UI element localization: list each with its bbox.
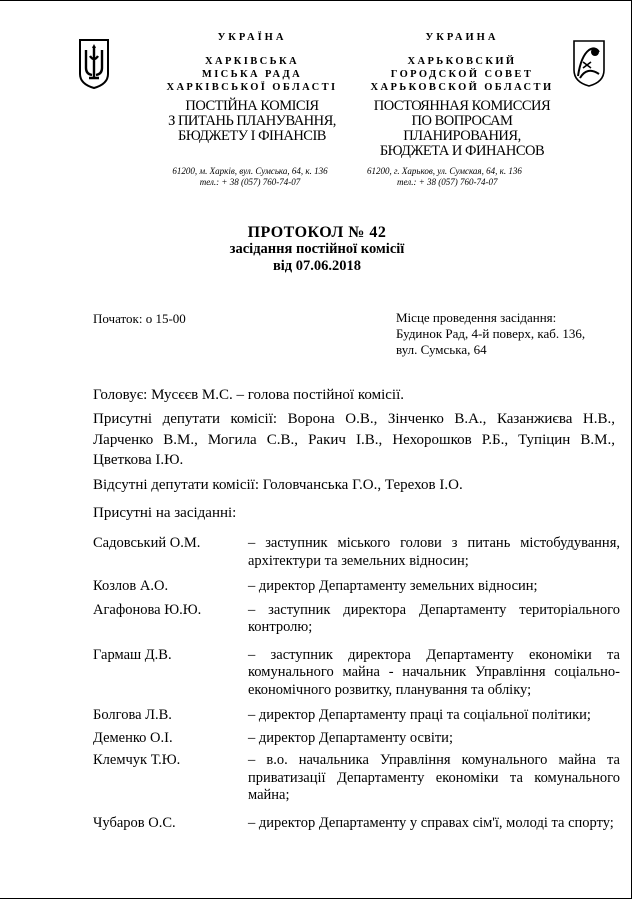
place-label: Місце проведення засідання: bbox=[396, 310, 557, 325]
protocol-title bbox=[0, 224, 634, 275]
attendee-row bbox=[93, 535, 620, 570]
commission-line: БЮДЖЕТУ І ФІНАНСІВ bbox=[178, 128, 326, 144]
chair-paragraph: Головує: Мусєєв М.С. – голова постійної комісії. bbox=[93, 387, 404, 403]
council-line: ХАРКІВСЬКА bbox=[204, 56, 299, 67]
attendee-row bbox=[93, 637, 620, 700]
commission-name-ua bbox=[152, 99, 352, 144]
header-right-council bbox=[362, 31, 562, 94]
council-line: ХАРКІВСЬКОЇ ОБЛАСТІ bbox=[166, 82, 338, 93]
attendee-role: – директор Департаменту праці та соціальної політики; bbox=[248, 707, 591, 723]
commission-line: БЮДЖЕТА И ФИНАНСОВ bbox=[379, 143, 545, 159]
protocol-subtitle: засідання постійної комісії bbox=[229, 241, 405, 257]
attendees-table bbox=[93, 535, 620, 832]
attendee-role: – директор Департаменту земельних відносин; bbox=[248, 578, 538, 594]
commission-line: ПОСТОЯННАЯ КОМИССИЯ bbox=[373, 98, 551, 114]
protocol-date: від 07.06.2018 bbox=[272, 258, 362, 274]
country-name-ru: УКРАИНА bbox=[425, 32, 499, 43]
attendee-role: – в.о. начальника Управління комунального майна та приватизації Департаменту економіки та комунального майна; bbox=[248, 752, 620, 803]
commission-line: ПОСТІЙНА КОМІСІЯ bbox=[185, 98, 319, 114]
phone-line: тел.: + 38 (057) 760-74-07 bbox=[199, 177, 301, 187]
place-line: вул. Сумська, 64 bbox=[396, 342, 487, 357]
council-line: ХАРЬКОВСКИЙ bbox=[407, 56, 517, 67]
attendee-row bbox=[93, 596, 620, 637]
commission-line: З ПИТАНЬ ПЛАНУВАННЯ, bbox=[168, 113, 336, 129]
ukraine-coat-of-arms-icon bbox=[78, 38, 110, 90]
attendee-role: – заступник директора Департаменту економіки та комунального майна - начальник Управління соціально-економічного розвитку, планування та обліку; bbox=[248, 646, 620, 698]
council-line: ГОРОДСКОЙ СОВЕТ bbox=[390, 69, 534, 80]
country-name-ua: УКРАЇНА bbox=[217, 32, 287, 43]
attendee-role: – заступник директора Департаменту територіального контролю; bbox=[248, 601, 620, 635]
present-at-meeting-label: Присутні на засіданні: bbox=[93, 505, 237, 521]
attendee-row bbox=[93, 570, 620, 596]
council-line: ХАРЬКОВСКОЙ ОБЛАСТИ bbox=[370, 82, 554, 93]
attendee-row bbox=[93, 747, 620, 805]
attendee-name: Деменко О.І. bbox=[93, 729, 173, 746]
meeting-place bbox=[396, 310, 585, 358]
attendee-role: – директор Департаменту освіти; bbox=[248, 729, 453, 746]
attendee-name: Агафонова Ю.Ю. bbox=[93, 601, 202, 618]
attendee-row bbox=[93, 805, 620, 833]
place-line: Будинок Рад, 4-й поверх, каб. 136, bbox=[396, 326, 586, 341]
protocol-number: ПРОТОКОЛ № 42 bbox=[247, 224, 387, 241]
attendee-name: Садовський О.М. bbox=[93, 535, 201, 551]
meeting-start-time: Початок: о 15-00 bbox=[93, 311, 186, 326]
present-members-paragraph: Присутні депутати комісії: Ворона О.В., Зінченко В.А., Казанжиєва Н.В., Ларченко В.М., Могила С.В., Ракич І.В., Нехорошков Р.Б., Тупіцин В.М., Цветкова І.Ю. bbox=[93, 411, 615, 468]
attendee-row bbox=[93, 725, 620, 748]
address-line: 61200, г. Харьков, ул. Сумская, 64, к. 136 bbox=[367, 166, 522, 176]
address-ua bbox=[150, 166, 350, 188]
address-line: 61200, м. Харків, вул. Сумська, 64, к. 136 bbox=[172, 166, 328, 176]
commission-line: ПО ВОПРОСАМ ПЛАНИРОВАНИЯ, bbox=[403, 113, 521, 144]
address-ru bbox=[367, 166, 567, 188]
phone-line: тел.: + 38 (057) 760-74-07 bbox=[397, 177, 498, 187]
attendee-name: Гармаш Д.В. bbox=[93, 646, 172, 663]
absent-members-paragraph: Відсутні депутати комісії: Головчанська Г.О., Терехов І.О. bbox=[93, 477, 463, 493]
kharkiv-city-emblem-icon bbox=[571, 38, 607, 88]
attendee-name: Чубаров О.С. bbox=[93, 814, 176, 831]
attendee-role: – директор Департаменту у справах сім'ї, молоді та спорту; bbox=[248, 814, 614, 831]
attendee-row bbox=[93, 699, 620, 725]
commission-name-ru bbox=[360, 99, 564, 159]
attendee-name: Козлов А.О. bbox=[93, 578, 169, 594]
council-line: МІСЬКА РАДА bbox=[201, 69, 303, 80]
header-left-council bbox=[152, 31, 352, 94]
attendee-role: – заступник міського голови з питань містобудування, архітектури та земельних відносин; bbox=[248, 535, 620, 569]
attendee-name: Болгова Л.В. bbox=[93, 707, 172, 723]
attendee-name: Клемчук Т.Ю. bbox=[93, 752, 181, 768]
